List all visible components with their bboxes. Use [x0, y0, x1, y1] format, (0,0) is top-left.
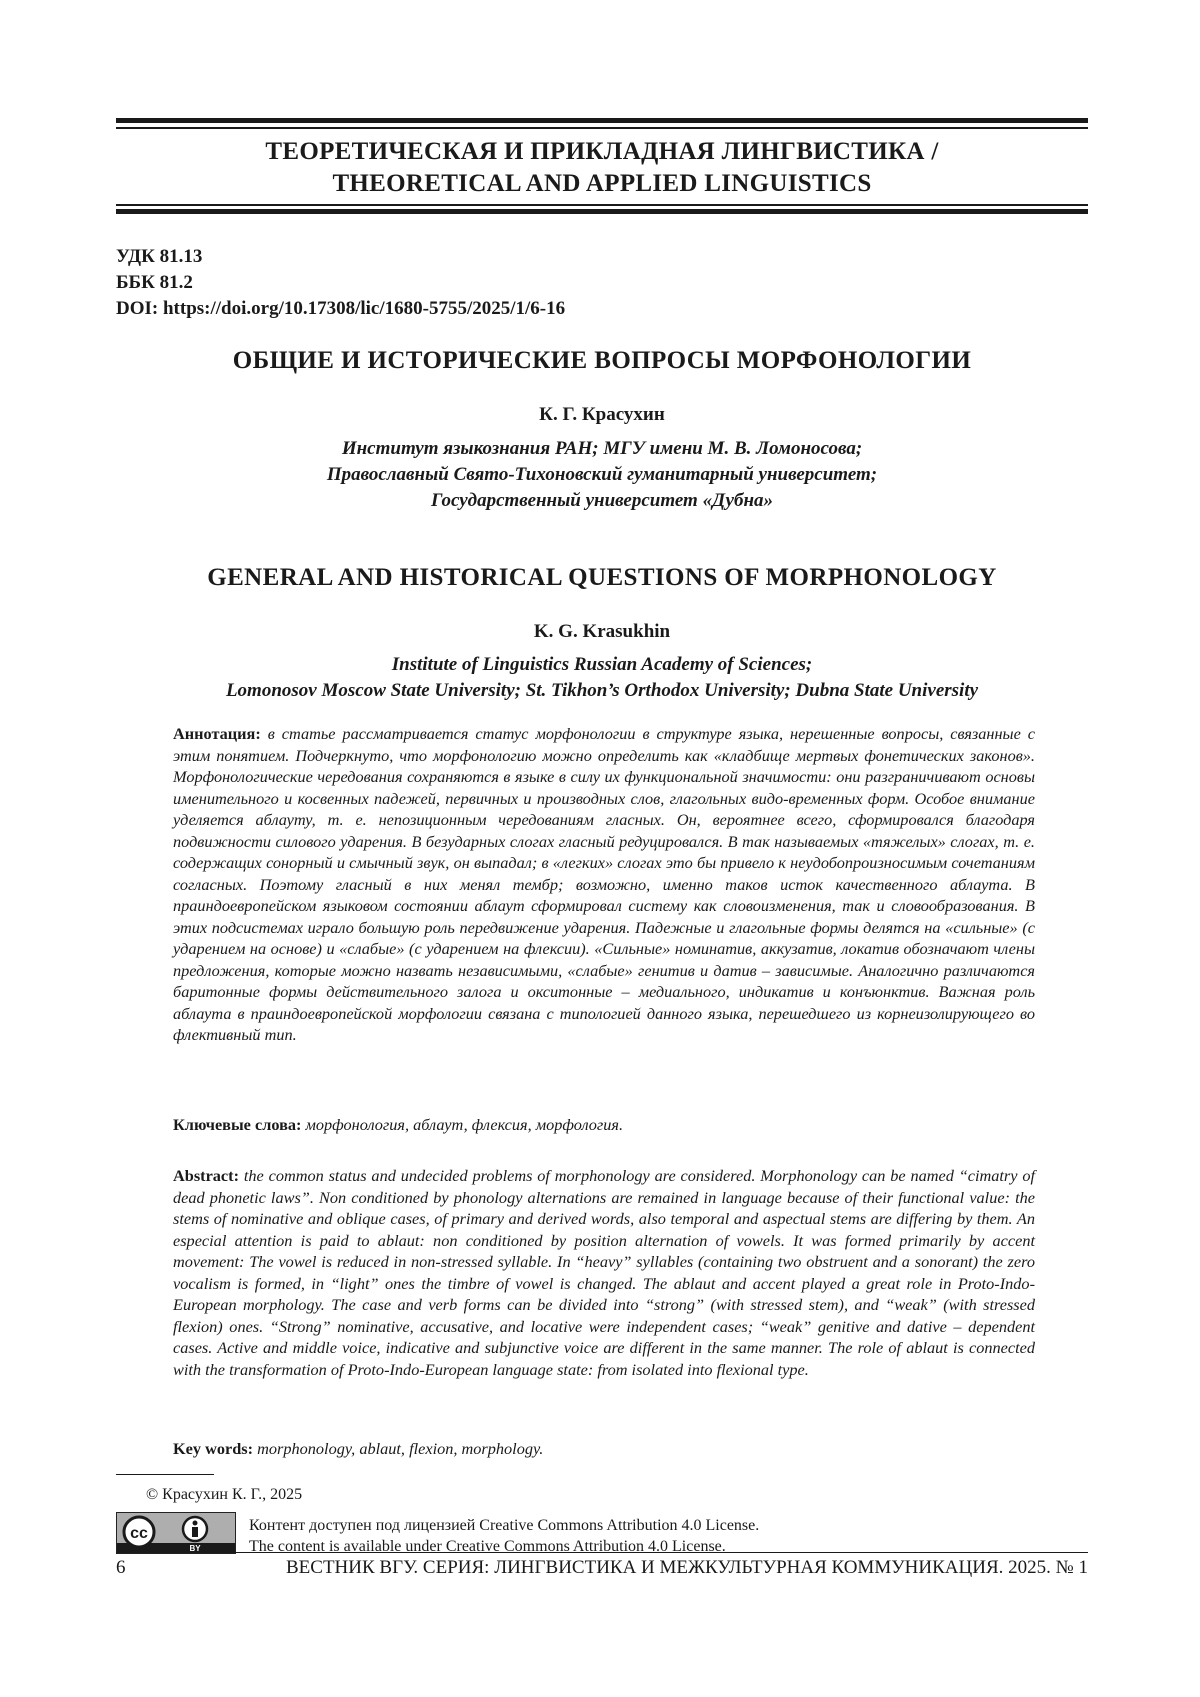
abstract-text: the common status and undecided problems of morphonology are considered. Morphonology can be named “cimatry of dead phonetic laws”. Non conditioned by phonology alternations are remained in language because of their functional value: the stems of nominative and oblique cases, of primary and derived words, also temporal and aspectual stems are differing by them. An especial attention is paid to ablaut: non conditioned by position alternation of vowels. It was formed primarily by accent movement: The vowel is reduced in non-stressed syllable. In “heavy” syllables (containing two obstruent and a sonorant) the zero vocalism is formed, in “light” ones the timbre of vowel is changed. The ablaut and accent played a great role in Proto-Indo-European morphology. The case and verb forms can be divided into “strong” (with stressed stem), and “weak” (with stressed flexion) ones. “Strong” nominative, accusative, and locative were independent cases; “weak” genitive and dative – dependent cases. Active and middle voice, indicative and subjunctive voice are different in the same manner. The role of ablaut is connected with the transformation of Proto-Indo-European language state: from isolated into flexional type. — [173, 1166, 1035, 1379]
author-en: K. G. Krasukhin — [116, 621, 1088, 643]
license-ru: Контент доступен под лицензией Creative Commons Attribution 4.0 License. — [249, 1515, 759, 1536]
keywords-en-text: morphonology, ablaut, flexion, morphology. — [253, 1439, 543, 1458]
header-rule-thin-bottom — [116, 204, 1088, 206]
abstract-en — [173, 1165, 1035, 1380]
keywords-en — [173, 1438, 1035, 1460]
annotation-label: Аннотация: — [173, 724, 261, 743]
affiliation-line: Институт языкознания РАН; МГУ имени М. В. Ломоносова; — [116, 436, 1088, 462]
annotation-ru — [173, 723, 1035, 1046]
bbk-code: ББК 81.2 — [116, 270, 565, 296]
affiliation-line: Православный Свято-Тихоновский гуманитарный университет; — [116, 462, 1088, 488]
abstract-label: Abstract: — [173, 1166, 239, 1185]
footnote-rule — [116, 1474, 214, 1475]
section-header-en: THEORETICAL AND APPLIED LINGUISTICS — [116, 168, 1088, 200]
cc-by-license-badge[interactable] — [116, 1512, 236, 1554]
cc-by-icon — [117, 1513, 235, 1553]
footer-rule — [116, 1552, 1088, 1553]
keywords-en-label: Key words: — [173, 1439, 253, 1458]
header-rule-thick — [116, 118, 1088, 123]
cc-mark: cc — [130, 1525, 148, 1542]
header-rule-thin — [116, 127, 1088, 129]
license-text — [249, 1515, 759, 1557]
by-mark: BY — [189, 1544, 201, 1553]
keywords-ru — [173, 1114, 1035, 1136]
keywords-ru-label: Ключевые слова: — [173, 1115, 301, 1134]
affiliation-line: Institute of Linguistics Russian Academy of Sciences; — [116, 652, 1088, 678]
keywords-ru-text: морфонология, аблаут, флексия, морфология. — [301, 1115, 623, 1134]
article-title-ru: ОБЩИЕ И ИСТОРИЧЕСКИЕ ВОПРОСЫ МОРФОНОЛОГИИ — [116, 347, 1088, 375]
header-rule-thick-bottom — [116, 209, 1088, 214]
affiliations-en — [116, 652, 1088, 704]
section-header — [116, 136, 1088, 200]
page-number: 6 — [116, 1557, 126, 1579]
annotation-text: в статье рассматривается статус морфонологии в структуре языка, нерешенные вопросы, связанные с этим понятием. Подчеркнуто, что морфонологию можно определить как «кладбище мертвых фонетических законов». Морфонологические чередования сохраняются в языке в силу их функциональной значимости: они разграничивают основы именительного и косвенных падежей, первичных и производных слов, глагольных видо-временных форм. Особое внимание уделяется аблауту, т. е. непозиционным чередованиям гласных. Он, вероятнее всего, сформировался благодаря подвижности силового ударения. В безударных слогах гласный редуцировался. В так называемых «тяжелых» слогах, т. е. содержащих сонорный и смычный звук, он выпадал; в «легких» слогах это бы привело к неудобопроизносимым сочетаниям согласных. Поэтому гласный в них менял тембр; возможно, именно таков исток качественного аблаута. В праиндоевропейском языковом состоянии аблаут сформировал систему как словоизменения, так и словообразования. В этих подсистемах играло большую роль передвижение ударения. Падежные и глагольные формы делятся на «сильные» (с ударением на основе) и «слабые» (с ударением на флексии). «Сильные» номинатив, аккузатив, локатив обозначают члены предложения, которые можно назвать независимыми, «слабые» генитив и датив – зависимые. Аналогично различаются баритонные формы действительного залога и окситонные – медиального, индикатив и конъюнктив. Важная роль аблаута в праиндоевропейской морфологии связана с типологией данного языка, перешедшего из корнеизолирующего во флективный тип. — [173, 724, 1035, 1044]
affiliations-ru — [116, 436, 1088, 514]
article-meta — [116, 244, 565, 322]
journal-name: ВЕСТНИК ВГУ. СЕРИЯ: ЛИНГВИСТИКА И МЕЖКУЛЬТУРНАЯ КОММУНИКАЦИЯ. 2025. № 1 — [286, 1557, 1088, 1579]
section-header-ru: ТЕОРЕТИЧЕСКАЯ И ПРИКЛАДНАЯ ЛИНГВИСТИКА / — [116, 136, 1088, 168]
affiliation-line: Государственный университет «Дубна» — [116, 488, 1088, 514]
doi[interactable]: DOI: https://doi.org/10.17308/lic/1680-5755/2025/1/6-16 — [116, 296, 565, 322]
article-title-en: GENERAL AND HISTORICAL QUESTIONS OF MORPHONOLOGY — [116, 564, 1088, 592]
copyright: © Красухин К. Г., 2025 — [146, 1484, 302, 1505]
udk-code: УДК 81.13 — [116, 244, 565, 270]
affiliation-line: Lomonosov Moscow State University; St. Tikhon’s Orthodox University; Dubna State University — [116, 678, 1088, 704]
license-en: The content is available under Creative Commons Attribution 4.0 License. — [249, 1536, 759, 1557]
author-ru: К. Г. Красухин — [116, 404, 1088, 426]
